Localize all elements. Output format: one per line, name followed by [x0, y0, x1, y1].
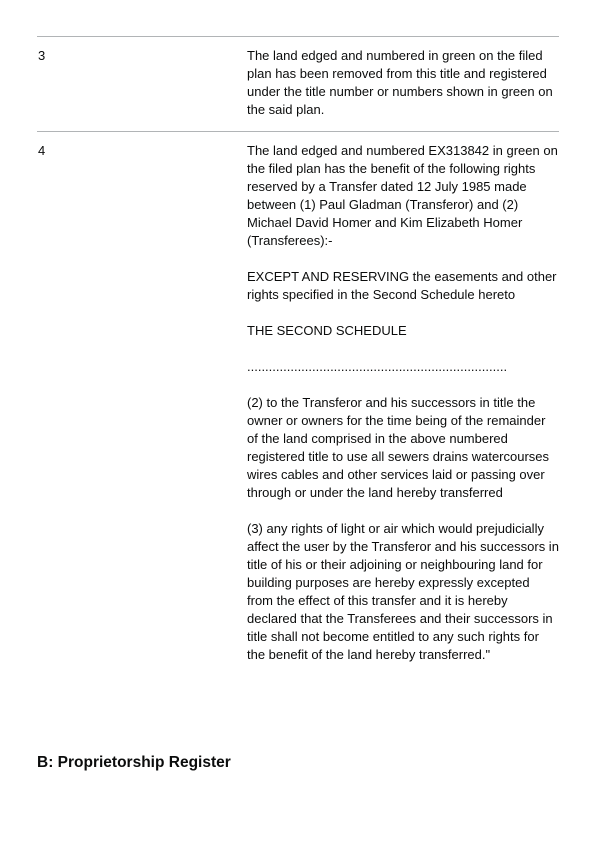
- entry-paragraph: (3) any rights of light or air which would prejudicially affect the user by the Transferor and his successors in title of his or their adjoining or neighbouring land for building purposes are hereby expressly excepted from the effect of this transfer and it is hereby declared that the Transferees and their successors in title shall not become entitled to any such rights for the benefit of the land hereby transferred.": [247, 521, 559, 662]
- omission-dots: ........................................................................: [247, 359, 508, 374]
- entry-divider: [37, 36, 559, 37]
- section-heading: B: Proprietorship Register: [37, 754, 231, 771]
- entry-paragraph: EXCEPT AND RESERVING the easements and other rights specified in the Second Schedule hereto: [247, 269, 557, 302]
- entry-text: [247, 47, 559, 119]
- entry-number: 4: [38, 143, 46, 158]
- entry-text: [247, 142, 559, 664]
- entry-paragraph: (2) to the Transferor and his successors in title the owner or owners for the time being of the remainder of the land comprised in the above numbered registered title to use all sewers drains watercourses wires cables and other services laid or passing over through or under the land hereby transferred: [247, 395, 550, 500]
- entry-divider: [37, 131, 559, 132]
- entry-paragraph: The land edged and numbered EX313842 in green on the filed plan has the benefit of the following rights reserved by a Transfer dated 12 July 1985 made between (1) Paul Gladman (Transferor) and (2) Michael David Homer and Kim Elizabeth Homer (Transferees):-: [247, 143, 558, 248]
- schedule-heading: THE SECOND SCHEDULE: [247, 323, 407, 338]
- entry-paragraph: The land edged and numbered in green on the filed plan has been removed from this title and registered under the title number or numbers shown in green on the said plan.: [247, 48, 553, 117]
- entry-number: 3: [38, 48, 46, 63]
